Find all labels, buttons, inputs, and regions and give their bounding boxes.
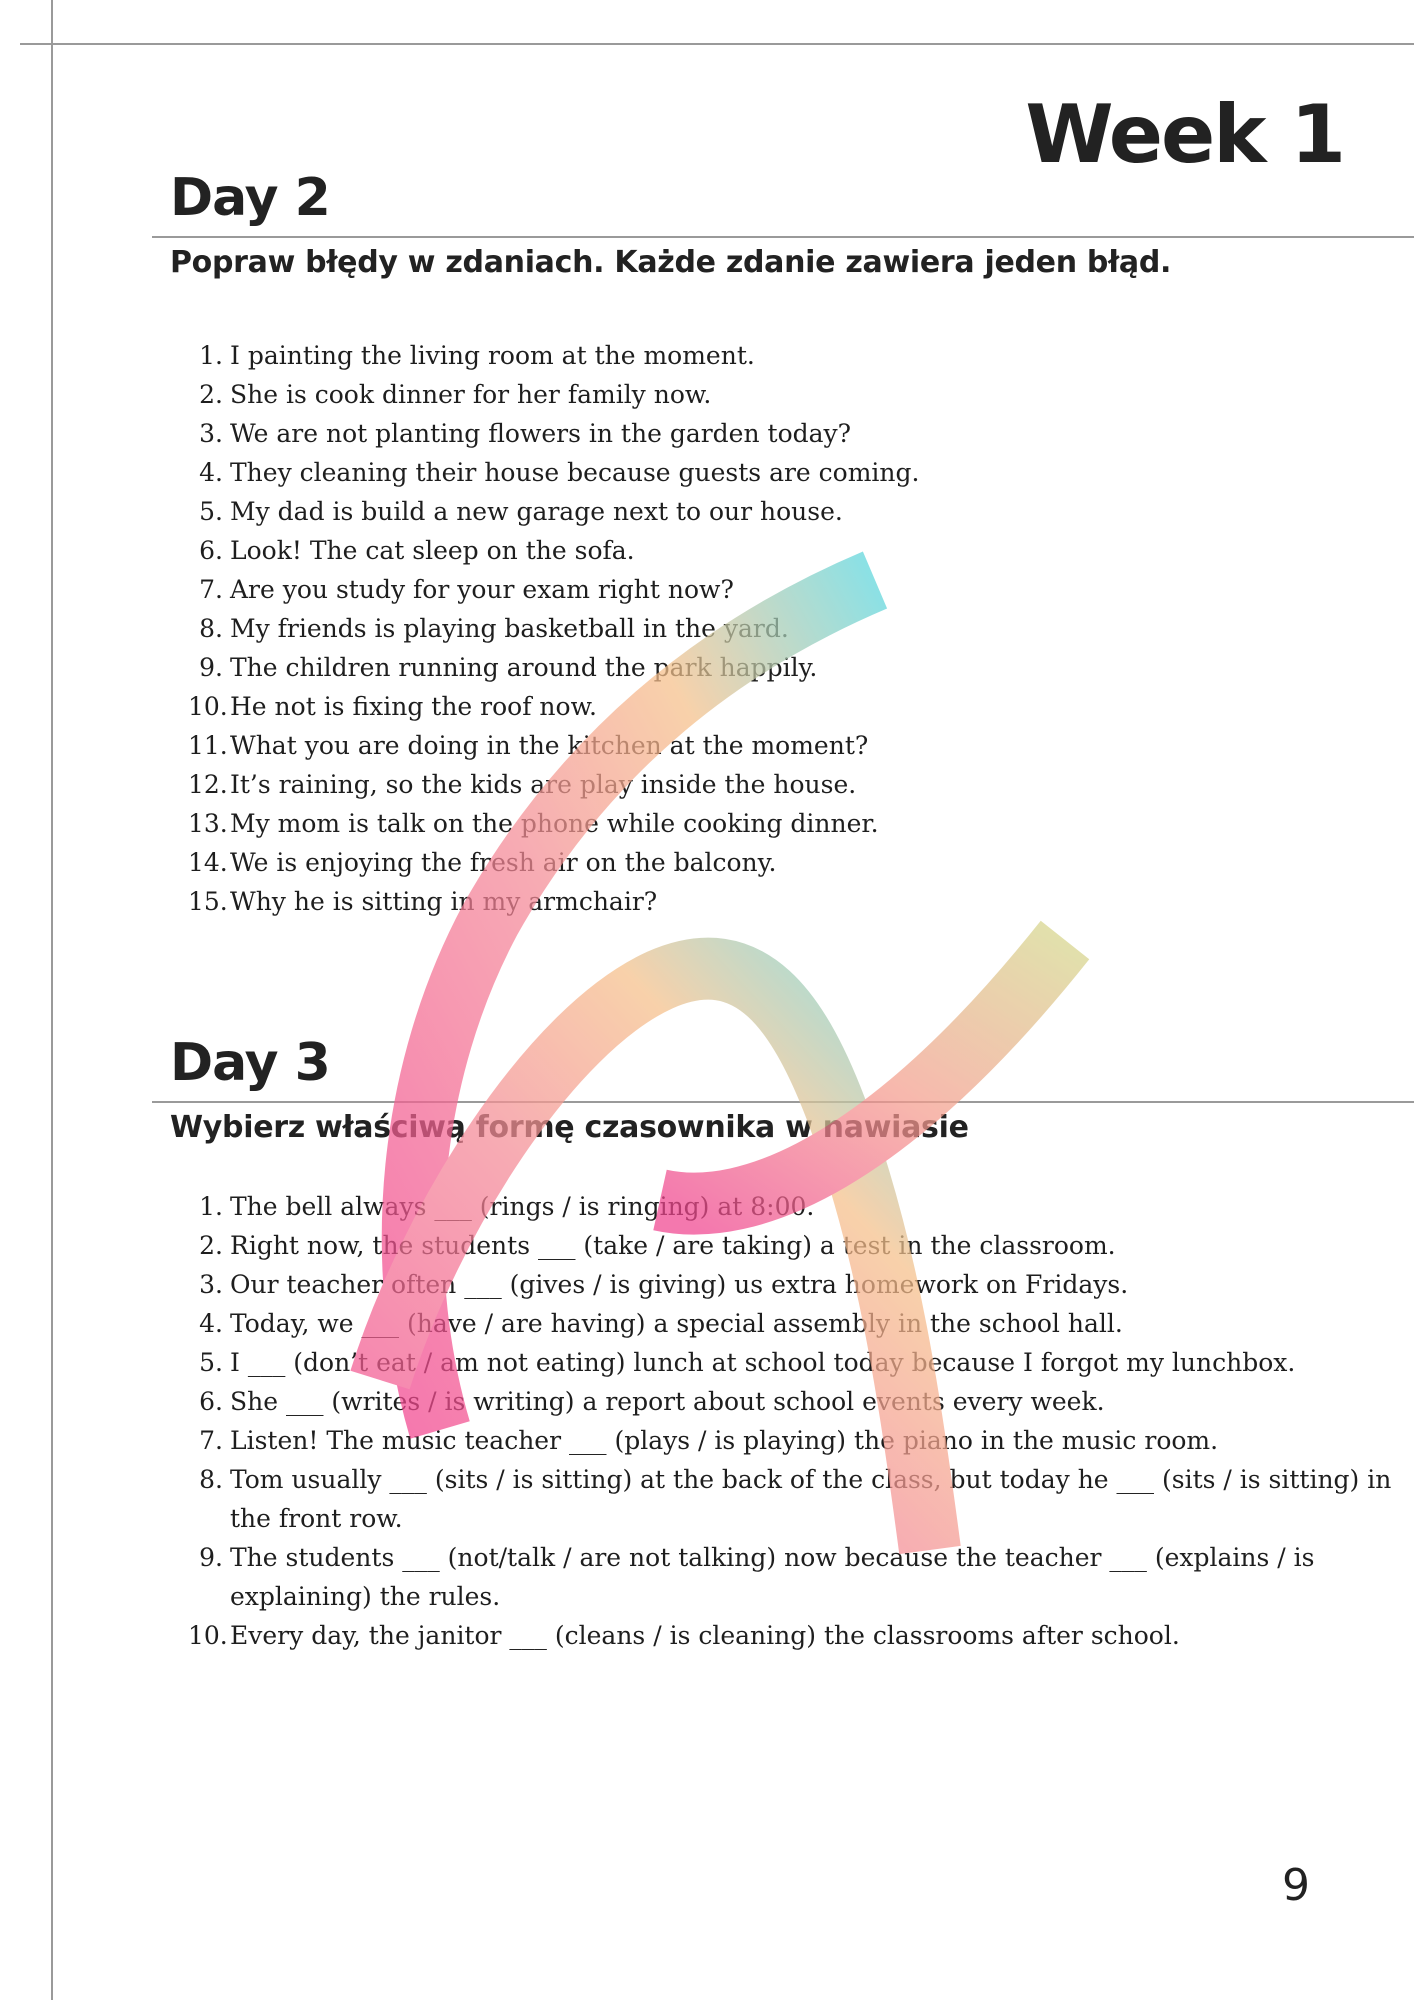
- exercise-text: Look! The cat sleep on the sofa.: [230, 536, 635, 565]
- exercise-text: She ___ (writes / is writing) a report about school events every week.: [230, 1387, 1105, 1416]
- exercise-item: [188, 687, 1288, 726]
- exercise-number: 6.: [199, 1387, 223, 1416]
- exercise-item: [188, 453, 1288, 492]
- week-title: Week 1: [1025, 88, 1344, 181]
- exercise-item: [188, 570, 1288, 609]
- exercise-number: 3.: [199, 419, 223, 448]
- exercise-text: What you are doing in the kitchen at the moment?: [230, 731, 869, 760]
- exercise-text: My friends is playing basketball in the yard.: [230, 614, 789, 643]
- exercise-item: [188, 609, 1288, 648]
- exercise-text: The children running around the park happily.: [230, 653, 818, 682]
- exercise-text: We are not planting flowers in the garden today?: [230, 419, 852, 448]
- exercise-item: [188, 375, 1288, 414]
- exercise-number: 1.: [199, 341, 223, 370]
- exercise-number: 8.: [199, 1465, 223, 1494]
- exercise-text: Today, we ___ (have / are having) a special assembly in the school hall.: [230, 1309, 1123, 1338]
- day3-divider: [152, 1101, 1414, 1103]
- day2-divider: [152, 236, 1414, 238]
- exercise-number: 2.: [199, 380, 223, 409]
- exercise-item: [188, 531, 1288, 570]
- exercise-item: [188, 1304, 1393, 1343]
- exercise-number: 3.: [199, 1270, 223, 1299]
- exercise-number: 5.: [199, 497, 223, 526]
- exercise-item: [188, 1382, 1393, 1421]
- exercise-item: [188, 1226, 1393, 1265]
- exercise-item: [188, 1616, 1393, 1655]
- exercise-text: Right now, the students ___ (take / are taking) a test in the classroom.: [230, 1231, 1116, 1260]
- exercise-number: 4.: [199, 458, 223, 487]
- exercise-item: [188, 1460, 1393, 1538]
- day3-title: Day 3: [170, 1033, 330, 1093]
- exercise-number: 9.: [199, 1543, 223, 1572]
- exercise-number: 6.: [199, 536, 223, 565]
- exercise-item: [188, 804, 1288, 843]
- exercise-item: [188, 765, 1288, 804]
- exercise-item: [188, 843, 1288, 882]
- day3-instruction: Wybierz właściwą formę czasownika w nawiasie: [170, 1110, 969, 1145]
- exercise-number: 2.: [199, 1231, 223, 1260]
- exercise-number: 11.: [188, 731, 228, 760]
- exercise-text: She is cook dinner for her family now.: [230, 380, 712, 409]
- exercise-text: Why he is sitting in my armchair?: [230, 887, 658, 916]
- exercise-text: My dad is build a new garage next to our house.: [230, 497, 843, 526]
- exercise-text: Listen! The music teacher ___ (plays / is playing) the piano in the music room.: [230, 1426, 1219, 1455]
- margin-line-left: [51, 0, 53, 2000]
- exercise-text: The bell always ___ (rings / is ringing) at 8:00.: [230, 1192, 815, 1221]
- exercise-item: [188, 1538, 1393, 1616]
- exercise-number: 10.: [188, 1621, 228, 1650]
- exercise-item: [188, 336, 1288, 375]
- exercise-text: They cleaning their house because guests are coming.: [230, 458, 920, 487]
- exercise-item: [188, 1343, 1393, 1382]
- exercise-number: 5.: [199, 1348, 223, 1377]
- exercise-text: Our teacher often ___ (gives / is giving) us extra homework on Fridays.: [230, 1270, 1129, 1299]
- day3-exercise-list: [188, 1187, 1393, 1655]
- exercise-item: [188, 882, 1288, 921]
- exercise-text: Tom usually ___ (sits / is sitting) at the back of the class, but today he ___ (sits / is sitting) in the front row.: [230, 1465, 1392, 1533]
- exercise-text: We is enjoying the fresh air on the balcony.: [230, 848, 777, 877]
- exercise-text: He not is fixing the roof now.: [230, 692, 597, 721]
- exercise-text: It’s raining, so the kids are play inside the house.: [230, 770, 857, 799]
- exercise-text: The students ___ (not/talk / are not talking) now because the teacher ___ (explains / is explaining) the rules.: [230, 1543, 1315, 1611]
- exercise-number: 7.: [199, 1426, 223, 1455]
- exercise-item: [188, 1421, 1393, 1460]
- day2-instruction: Popraw błędy w zdaniach. Każde zdanie zawiera jeden błąd.: [170, 245, 1172, 280]
- day2-exercise-list: [188, 336, 1288, 921]
- exercise-text: My mom is talk on the phone while cooking dinner.: [230, 809, 879, 838]
- exercise-text: Are you study for your exam right now?: [230, 575, 734, 604]
- exercise-text: Every day, the janitor ___ (cleans / is cleaning) the classrooms after school.: [230, 1621, 1180, 1650]
- exercise-number: 15.: [188, 887, 228, 916]
- exercise-number: 12.: [188, 770, 228, 799]
- day2-title: Day 2: [170, 168, 330, 228]
- exercise-text: I painting the living room at the moment.: [230, 341, 755, 370]
- exercise-number: 1.: [199, 1192, 223, 1221]
- exercise-number: 8.: [199, 614, 223, 643]
- exercise-number: 14.: [188, 848, 228, 877]
- exercise-number: 9.: [199, 653, 223, 682]
- exercise-item: [188, 1187, 1393, 1226]
- exercise-text: I ___ (don’t eat / am not eating) lunch at school today because I forgot my lunchbox.: [230, 1348, 1296, 1377]
- exercise-number: 10.: [188, 692, 228, 721]
- exercise-item: [188, 1265, 1393, 1304]
- exercise-item: [188, 414, 1288, 453]
- exercise-item: [188, 726, 1288, 765]
- exercise-number: 7.: [199, 575, 223, 604]
- exercise-item: [188, 648, 1288, 687]
- exercise-number: 4.: [199, 1309, 223, 1338]
- page-number: 9: [1282, 1860, 1310, 1911]
- exercise-number: 13.: [188, 809, 228, 838]
- margin-line-top: [20, 43, 1414, 45]
- exercise-item: [188, 492, 1288, 531]
